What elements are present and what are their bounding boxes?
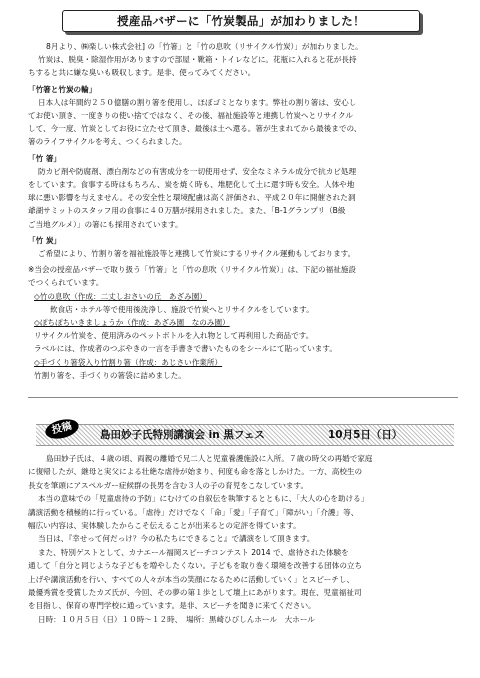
chopsticks-line: 日本人は年間約２５０億膳の割り箸を使用し、ほぼゴミとなります。弊社の割り箸は、安心し <box>38 97 357 107</box>
welfare-intro-line: でつくられています。 <box>28 278 104 288</box>
chopsticks-line: 箸のライフサイクルを考え、つくられました。 <box>28 137 187 147</box>
bazaar-section <box>28 40 458 382</box>
welfare-item-title: ◇竹の息吹（作成：二丈しおさいの丘 あざみ園） <box>34 291 207 301</box>
charcoal-line: ご希望により、竹割り箸を福祉施設等と連携して竹炭にするリサイクル運動もしております。 <box>38 249 356 259</box>
section-divider <box>28 397 458 398</box>
lecture-line: 最優秀賞を受賞したカズ氏が、今回、その夢の第１歩として壇上にあがります。現在、児童福祉司 <box>28 588 362 598</box>
intro-line: 竹炭は、脱臭・除湿作用がありますので部屋・靴箱・トイレなどに。花瓶に入れると花が長持 <box>38 55 357 65</box>
lecture-schedule: 日時：１０月５日（日）１０時～１２時、 場所：黒崎ひびしんホール 大ホール <box>38 614 315 624</box>
lecture-line: 本当の意味での「児童虐待の予防」にむけての自叙伝を執筆するとともに、「大人の心を助ける」 <box>38 494 369 504</box>
intro-line: 8月より、㈱楽しい株式会社] の「竹箸」と「竹の息吹（リサイクル竹炭）」が加わりました。 <box>46 42 363 51</box>
bamboo-line: をしています。食事する時はもちろん、炭を焼く時も、堆肥化して土に還す時も安全。人体や地 <box>28 180 355 190</box>
bamboo-line: 球に悪い影響を与えません。その安全性と環境配慮は高く評価され、平成２０年に開催された洞 <box>28 193 356 203</box>
chopsticks-heading: 「竹箸と竹炭の輪」 <box>28 84 97 94</box>
lecture-line: を目指し、保育の専門学校に通っています。是非、スピーチを聞きに来てください。 <box>28 601 316 611</box>
lecture-line: 島田妙子氏は、４歳の頃、両親の離婚で兄二人と児童養護施設に入所。７歳の時父の再婚で家庭 <box>46 454 373 463</box>
bamboo-line: 爺湖サミットのスタッフ用の食事に４０万膳が採用されました。また、「B-1グランプリ（B級 <box>28 206 346 216</box>
intro-line: ちすると共に嫌な臭いも吸収します。是非、使ってみてください。 <box>28 68 256 78</box>
welfare-item-line: 飲食店・ホテル等で使用後洗浄し、施設で竹炭へとリサイクルをしています。 <box>50 304 314 314</box>
welfare-intro-line: ※当会の授産品バザーで取り扱う「竹箸」と「竹の息吹（リサイクル竹炭）」は、下記の福祉施設 <box>28 265 357 275</box>
welfare-item-title: ◇ぽちぽちいきましょうか（作成：あざみ園 なのみ園） <box>34 318 230 328</box>
charcoal-heading: 「竹 炭」 <box>28 235 62 245</box>
submission-stamp: 投稿 <box>43 416 80 442</box>
bamboo-line: 防カビ剤や防腐剤、漂白剤などの有害成分を一切使用せず、安全なミネラル成分で抗カビ処理 <box>38 166 357 176</box>
welfare-item-title: ◇手づくり箸袋入り竹割り箸（作成：あじさい作業所） <box>34 357 223 367</box>
lecture-line: に復帰したが、継母と実父による壮絶な虐待が始まり、何度も命を落としかけた。一方、高校生の <box>28 467 363 477</box>
welfare-item-line: ラベルには、作成者のつぶやきの一言を手書きで書いたものをシールにて貼っています。 <box>34 344 337 354</box>
lecture-title: 島田妙子氏特別講演会 in 黒フェス <box>100 429 265 441</box>
bamboo-heading: 「竹 箸」 <box>28 153 62 163</box>
lecture-line: 当日は、『幸せって何だっけ？今の私たちにできること』で講演をして頂きます。 <box>38 534 315 544</box>
lecture-date: 10月5日（日） <box>328 429 403 441</box>
welfare-item-line: 竹割り箸を、手づくりの箸袋に詰めました。 <box>34 370 186 380</box>
welfare-item-line: リサイクル竹炭を、使用済みのペットボトルを入れ物として再利用した商品です。 <box>34 331 314 341</box>
chopsticks-line: して、今一度、竹炭としてお役に立たせて頂き、最後は土へ還る。箸が生まれてから最後までの、 <box>28 124 362 134</box>
lecture-section <box>28 452 458 626</box>
lecture-line: 長女を筆頭にアスペルガー症候群の長男を含む３人の子の育児をこなしています。 <box>28 480 309 490</box>
bazaar-banner-title: 授産品バザーに「竹炭製品」が加わりました！ <box>62 10 420 32</box>
bamboo-line: ご当地グルメ）」の箸にも採用されています。 <box>28 219 183 229</box>
lecture-line: 上げや講演活動を行い、すべての人々が本当の笑顔になるために活動していく」とスピーチし、 <box>28 574 355 584</box>
lecture-line: 講演活動を積極的に行っている。「虐待」だけでなく「命」「愛」「子育て」「障がい」「介護」等、 <box>28 507 359 517</box>
lecture-line: また、特別ゲストとして、カナエール福岡スピーチコンテスト 2014 で、虐待された体験を <box>38 547 349 557</box>
lecture-line: 幅広い内容は、実体験したからこそ伝えることが出来るとの定評を得ています。 <box>28 521 301 531</box>
chopsticks-line: てお使い頂き、一度きりの使い捨てではなく、その後、福祉施設等と連携し竹炭へとリサイクル <box>28 111 354 121</box>
lecture-line: 通して「自分と同じような子どもを増やしたくない。子どもを取り巻く環境を改善する団体の立ち <box>28 561 363 571</box>
